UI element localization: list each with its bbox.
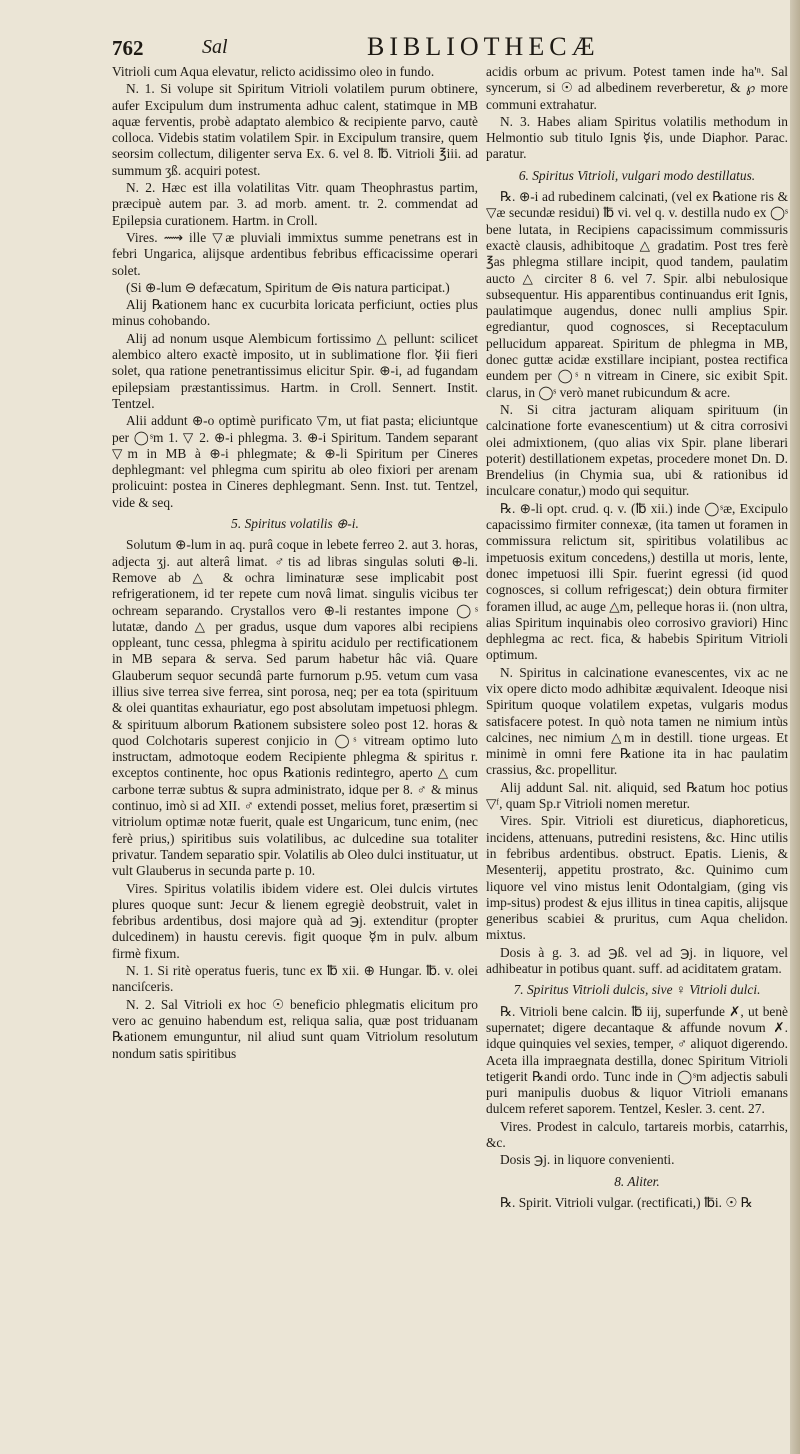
- section-name: Sal: [202, 36, 228, 58]
- paragraph: N. Si citra jacturam aliquam spirituum (in calcinatione forte evanescentium) ut & citra corrosivi olei admixtionem, (quo alias vix Spir. plane liberari poterit) destillationem expetas, procedere monet Dn. D. Brendelius (in Chymia sua, ubi & rationibus id inculcare conatur,) modo qui sequitur.: [486, 401, 788, 499]
- section-heading: 7. Spiritus Vitrioli dulcis, sive ♀ Vitrioli dulci.: [513, 982, 761, 998]
- paragraph: N. Spiritus in calcinatione evanescentes, vix ac ne vix opere dicto modo adhibitæ æquivalent. Ideoque nisi Spiritum quoque volatilem expetas, vulgaris modus satisfacere potest. In quò nota tamen ne nimium intùs calcines, nec nimium △m in destill. tione urgeas. Et minimè in omni fere ℞atione ita in hac paulatim crassius, &c. propellitur.: [486, 664, 788, 778]
- section-heading: 6. Spiritus Vitrioli, vulgari modo destillatus.: [518, 167, 756, 183]
- paragraph: Vires. ⟿ ille ▽æ pluviali immixtus summe penetrans est in febri Ungarica, alijsque ardentibus febribus efficacissime operari solet.: [112, 229, 478, 278]
- paragraph: Vires. Spir. Vitrioli est diureticus, diaphoreticus, incidens, attenuans, putredini resistens, &c. Hinc utilis in febribus ardentibus. obstruct. Epatis. Lienis, & Mesenterij, appetitu prostrato, &c. Quinimo cum liquore vel vino mistus lenit Odontalgiam, (ging vis imp-situs) prodest & ejus illitus in tinea capitis, alijsque generibus scabiei & pruritus, cum Aqua chelidon. mixtus.: [486, 813, 788, 943]
- left-column: [112, 64, 478, 1063]
- section-heading: 5. Spiritus volatilis ⊕-i.: [231, 516, 359, 532]
- paragraph: ℞. ⊕-li opt. crud. q. v. (℔ xii.) inde ◯ˢæ, Excipulo capacissimo firmiter connexæ, (ita tamen ut foramen in commissura relictum sit, spiritibus volatilibus ac impetuosis exitum concedens,) destilla ut moris, lente, donec impetuosi illi Spir. fuerint egressi (id quod cognosces, si collum refrigescat;) dein obtura firmiter foramen illud, ac auge △m, pelleque horas ii. (non ultra, alias Spiritum inquinabis oleo corrosivo graviori) Hinc dephlegma ac rect. fica, & habebis Spiritum Vitrioli optimum.: [486, 500, 788, 663]
- paragraph: acidis orbum ac privum. Potest tamen inde ha'ⁿ. Sal syncerum, si ☉ ad albedinem reverberetur, & ℘ more communi extrahatur.: [486, 64, 788, 112]
- paragraph: ℞. Vitrioli bene calcin. ℔ iij, superfunde ✗, ut benè supernatet; digere decantaque & affunde novum ✗. idque quinquies vel sexies, temper, ♂ aliquot digerendo. Aceta illa impraegnata destilla, donec Spiritum Vitrioli tetigerit ℞andi ordo. Tunc inde in ◯ˢm adjectis sabuli puri manipulis duobus & liquor Vitrioli emanans dulcem referet saporem. Tentzel, Kesler. 3. cent. 27.: [486, 1003, 788, 1117]
- paragraph: ℞. Spirit. Vitrioli vulgar. (rectificati,) ℔i. ☉ ℞: [500, 1194, 753, 1210]
- paragraph: N. 3. Habes aliam Spiritus volatilis methodum in Helmontio sub titulo Ignis ☿is, unde Diaphor. Parac. paratur.: [486, 113, 788, 162]
- running-title: BIBLIOTHECÆ: [367, 32, 600, 61]
- paragraph: Dosis à g. 3. ad ℈ß. vel ad ℈j. in liquore, vel adhibeatur in potibus quant. suff. ad aciditatem gratam.: [486, 944, 788, 977]
- paragraph: Dosis ℈j. in liquore convenienti.: [500, 1152, 675, 1168]
- paragraph: Alii addunt ⊕-o optimè purificato ▽m, ut fiat pasta; eliciuntque per ◯ˢm 1. ▽ 2. ⊕-i phlegma. 3. ⊕-i Spiritum. Tandem separant ▽m in MB à ⊕-i phlegmate; & ⊕-li Spiritum per Cineres dephlegmant: vel phlegma cum spiritu ab oleo fixiori per arenam prolicuint: postea in Cineres dephlegmant. Senn. Inst. tut. Tentzel, vide & seq.: [112, 413, 478, 510]
- right-column: [486, 64, 788, 1212]
- section-heading: 8. Aliter.: [614, 1173, 660, 1189]
- page-number: 762: [112, 36, 144, 60]
- paragraph: N. 2. Sal Vitrioli ex hoc ☉ beneficio phlegmatis elicitum pro vero ac genuino habendum est, reliqua salia, quæ post triduanam ℞ationem emunguntur, nil aliud sunt quam Vitriolum resolutum nondum satis spiritibus: [112, 996, 478, 1061]
- paragraph: N. 1. Si ritè operatus fueris, tunc ex ℔ xii. ⊕ Hungar. ℔. v. olei nanciſceris.: [112, 963, 478, 995]
- paragraph: N. 2. Hæc est illa volatilitas Vitr. quam Theophrastus partim, præcipuè autem par. 3. ad morb. ament. tr. 2. commendat ad Epilepsia curationem. Hartm. in Croll.: [112, 180, 478, 228]
- paragraph: Alij ad nonum usque Alembicum fortissimo △ pellunt: scilicet alembico altero exactè imposito, ut in sublimatione flor. ☿ii fieri solet, qua ratione penetrantissimus elicitur Spir. ⊕-i, ad fugandam epilepsiam præstantissimus. Hartm. in Croll. Sennert. Instit. Tentzel.: [112, 330, 478, 411]
- paragraph: Vires. Prodest in calculo, tartareis morbis, catarrhis, &c.: [486, 1118, 788, 1150]
- page-header: [112, 30, 792, 64]
- paragraph: Vires. Spiritus volatilis ibidem videre est. Olei dulcis virtutes plures quoque sunt: Jecur & lienem egregiè deobstruit, valet in febribus ardentibus, dosi majore quà ad ℈j. extenditur (propter dulcedinem) in haustu cerevis. figit quoque ☿m in pulv. album firmè fixum.: [112, 880, 478, 961]
- paragraph: N. 1. Si volupe sit Spiritum Vitrioli volatilem purum obtinere, aufer Excipulum dum instrumenta adhuc calent, statimque in MB aquæ ferventis, probè adaptato alembico & recipiente parvo, cautè colloca. Videbis statim volatilem Spir. in Excipulum transire, quem seorsim collectum, diligenter serva Ex. 6. vel 8. ℔. Vitrioli ℥iii. ad summum ʒß. acquiri potest.: [112, 81, 478, 178]
- paragraph: Alij ℞ationem hanc ex cucurbita loricata perficiunt, octies plus minus cohobando.: [112, 297, 478, 329]
- paragraph: (Si ⊕-lum ⊖ defæcatum, Spiritum de ⊖is natura participat.): [126, 279, 450, 295]
- paragraph: ℞. ⊕-i ad rubedinem calcinati, (vel ex ℞atione ris & ▽æ secundæ residui) ℔ vi. vel q. v. destilla nudo ex ◯ˢ bene lutata, in Recipiens capacissimum commissuris exactè clausis, adhibitoque △ gradatim. Post tres ferè ℥as phlegma stillare incipit, quod tandem, paulatim aucto △ circiter 8 6. vel 7. Spir. albi nebulosique subsequentur. His apparentibus continuandus erit Ignis, paulatimque augendus, donec nulli amplius Spir. egrediantur, quod cognosces, si Receptaculum pellucidum appareat. Spiritum de phlegma in MB, donec guttæ acidæ exstillare incipiant, postea rectifica eundem per ◯ˢ n vitream in Cinere, sic exibit Spit. clarus, in ◯ˢ verò manet rubicundum & acre.: [486, 189, 788, 400]
- paragraph: Alij addunt Sal. nit. aliquid, sed ℞atum hoc potius ▽ᶠ, quam Sp.r Vitrioli nomen meretur.: [486, 779, 788, 812]
- paragraph: Solutum ⊕-lum in aq. purâ coque in lebete ferreo 2. aut 3. horas, adjecta ʒj. aut alterâ limat. ♂tis ad libras singulas soluti ⊕-li. Remove ab △ & ochra liminaturæ sese implicabit post refrigerationem, id ter repete cum novâ limat. singulis vicibus ter ochream separando. Crystallos vero ⊕-li restantes impone ◯ˢ lutatæ, dando △ per gradus, usque dum vapores albi recipiens oppleant, tunc cessa, phlegma à spiritu acidulo per rectificationem in MB separa & serva. Sed parum habetur hâc viâ. Quare Glauberum sequor secundâ parte furnorum p.95. vetum cum vasa illius sive terrea sive ferrea, sint porosa, neq; per ea tota (spirituum & olei quantitas exhauriatur, ego post absolutam impetuosi phlegm. & spirituum alborum ℞ationem subsistere soleo post 12. horas & quod Colchotaris superest conjicio in ◯ˢ vitream optimo luto instructam, admotoque eodem Recipiente phlegma & spiritus r. exceptos continente, hoc opus ℞ationis redintegro, aperto △ cum carbone terræ subtus & supra administrato, idque per 8. ♂ & minus continuo, imò si ad XII. ♂ extendi posset, melius foret, præsertim si vitriolum optimæ notæ fuerit, quale est Ungaricum, tunc enim, (nec ferè prius,) spiritibus suis volatilibus, ac dulcedine sua totaliter privatur. Tandem separatio spir. Volatilis ab Oleo dulci instituatur, ut vult Glauberus in secunda parte p. 10.: [112, 537, 478, 879]
- page-gutter-edge: [790, 0, 800, 1454]
- paragraph: Vitrioli cum Aqua elevatur, relicto acidissimo oleo in fundo.: [112, 64, 435, 79]
